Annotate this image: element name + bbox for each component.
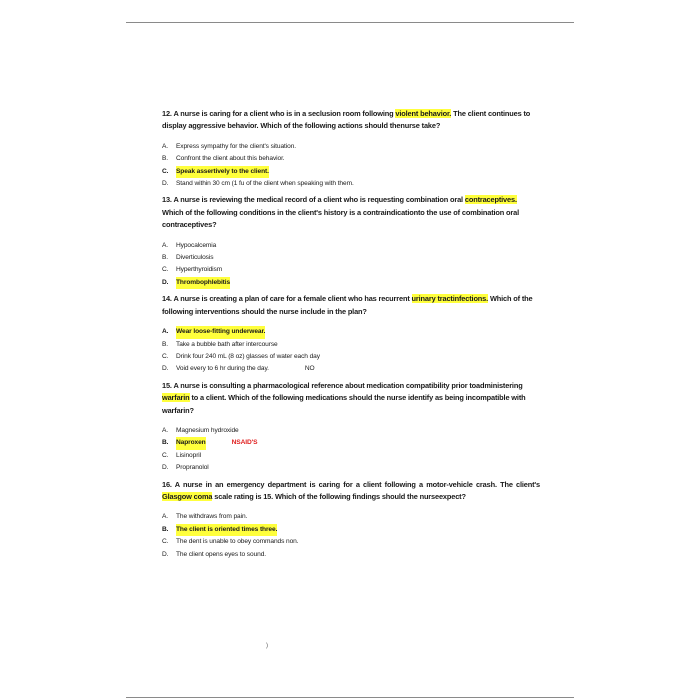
question-text <box>162 108 540 133</box>
option-text: Thrombophlebitis <box>176 277 230 289</box>
answer-option-b-correct <box>162 524 540 536</box>
answer-options <box>162 240 540 290</box>
highlighted-term: urinary tractinfections. <box>411 294 489 304</box>
option-text: Express sympathy for the client's situation. <box>176 142 296 150</box>
answer-option-b <box>162 153 540 165</box>
question-number: 14. <box>162 294 172 304</box>
question-text-part: Which of the following conditions in the client's history is a contraindicationto the use of combination oral contraceptives? <box>162 207 520 230</box>
answer-options <box>162 326 540 376</box>
question-14 <box>162 293 540 375</box>
answer-option-b-correct <box>162 437 540 449</box>
option-text: Hyperthyroidism <box>176 266 223 274</box>
answer-option-a-correct <box>162 326 540 338</box>
question-text-part: A nurse in an emergency department is caring for a client following a motor-vehicle crash. The client's <box>171 479 540 489</box>
option-letter: B. <box>162 525 169 533</box>
answer-option-a <box>162 511 540 523</box>
question-text-part: Which of the following interventions should the nurse include in the plan? <box>162 294 533 316</box>
option-text: The withdraws from pain. <box>176 513 248 521</box>
option-text: Naproxen <box>176 437 206 449</box>
highlighted-term: violent behavior. <box>395 109 452 118</box>
option-text: Wear loose-fitting underwear. <box>176 326 265 338</box>
option-text: Stand within 30 cm (1 fu of the client when speaking with them. <box>176 180 354 188</box>
option-letter: B. <box>162 155 169 163</box>
answer-option-d <box>162 462 540 474</box>
option-text: The dent is unable to obey commands non. <box>176 538 299 546</box>
highlighted-term: Glasgow coma <box>162 491 213 501</box>
option-letter: B. <box>162 254 169 262</box>
answer-option-a <box>162 425 540 437</box>
option-text: Speak assertively to the client. <box>176 166 269 178</box>
answer-option-b <box>162 339 540 351</box>
question-12 <box>162 108 540 190</box>
question-15 <box>162 380 540 475</box>
answer-options <box>162 425 540 475</box>
question-number: 13. <box>162 195 172 205</box>
option-letter: A. <box>162 241 169 249</box>
option-text: The client opens eyes to sound. <box>176 550 267 558</box>
answer-option-a <box>162 141 540 153</box>
question-text-part: A nurse is creating a plan of care for a female client who has recurrent <box>171 294 412 304</box>
question-number: 15. <box>162 380 172 390</box>
answer-option-c <box>162 351 540 363</box>
option-letter: A. <box>162 328 169 336</box>
option-text: Propranolol <box>176 464 209 472</box>
answer-option-c <box>162 264 540 276</box>
option-text: Drink four 240 mL (8 oz) glasses of water each day <box>176 352 320 360</box>
highlighted-term: warfarin <box>162 393 190 403</box>
question-text-part: A nurse is caring for a client who is in a seclusion room following <box>171 109 396 118</box>
question-text-part: A nurse is consulting a pharmacological reference about medication compatibility prior toadministering <box>171 380 523 390</box>
page-mark: ) <box>266 643 268 649</box>
answer-options <box>162 141 540 191</box>
question-16 <box>162 479 540 561</box>
option-text: Hypocalcemia <box>176 241 217 249</box>
option-text: Lisinopril <box>176 451 202 459</box>
option-letter: B. <box>162 340 169 348</box>
option-letter: D. <box>162 180 169 188</box>
bottom-rule <box>126 697 574 698</box>
option-text: Diverticulosis <box>176 254 214 262</box>
answer-option-d-correct <box>162 277 540 289</box>
question-13 <box>162 194 540 289</box>
question-text-part: The client continues to display aggressive behavior. Which of the following actions should thenurse take? <box>162 109 531 131</box>
option-text: Take a bubble bath after intercourse <box>176 340 278 348</box>
answer-option-d <box>162 363 540 375</box>
question-number: 16. <box>162 479 172 489</box>
answer-option-c <box>162 536 540 548</box>
top-rule <box>126 22 574 23</box>
annotation-note: NSAID'S <box>231 439 258 447</box>
option-letter: D. <box>162 278 169 286</box>
answer-option-a <box>162 240 540 252</box>
option-letter: C. <box>162 266 169 274</box>
answer-option-c <box>162 450 540 462</box>
option-letter: D. <box>162 464 169 472</box>
option-letter: D. <box>162 550 169 558</box>
option-letter: C. <box>162 451 169 459</box>
option-text: Void every to 6 hr during the day. <box>176 365 269 373</box>
option-letter: A. <box>162 142 169 150</box>
handwritten-note: NO <box>304 365 315 373</box>
document-body <box>162 108 540 565</box>
question-text-part: scale rating is 15. Which of the following findings should the nurseexpect? <box>212 491 466 501</box>
option-letter: C. <box>162 352 169 360</box>
question-text <box>162 194 540 231</box>
option-letter: C. <box>162 167 169 175</box>
option-text: The client is oriented times three. <box>176 524 277 536</box>
highlighted-term: contraceptives. <box>464 195 517 205</box>
answer-option-d <box>162 178 540 190</box>
option-text: Magnesium hydroxide <box>176 426 239 434</box>
option-letter: A. <box>162 513 169 521</box>
question-text <box>162 293 540 318</box>
option-letter: A. <box>162 426 169 434</box>
question-number: 12. <box>162 109 172 118</box>
option-letter: B. <box>162 439 169 447</box>
option-letter: D. <box>162 365 169 373</box>
answer-option-b <box>162 252 540 264</box>
question-text <box>162 479 540 504</box>
question-text <box>162 380 540 417</box>
answer-options <box>162 511 540 561</box>
question-text-part: A nurse is reviewing the medical record of a client who is requesting combination oral <box>171 195 465 205</box>
answer-option-d <box>162 549 540 561</box>
question-text-part: to a client. Which of the following medications should the nurse identify as being incompatible with warfarin? <box>162 393 526 415</box>
option-text: Confront the client about this behavior. <box>176 155 285 163</box>
option-letter: C. <box>162 538 169 546</box>
answer-option-c-correct <box>162 166 540 178</box>
